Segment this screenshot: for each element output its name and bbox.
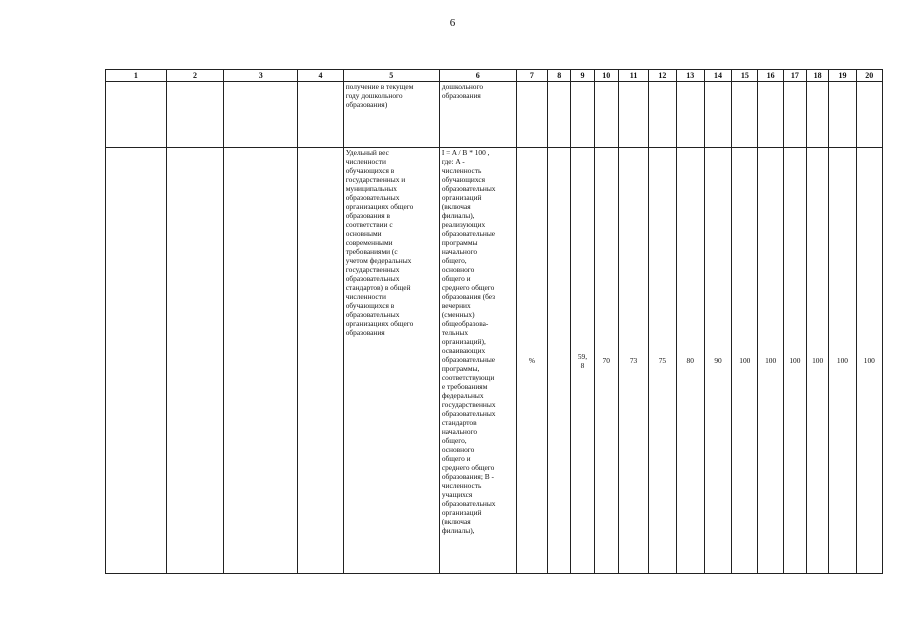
header-row bbox=[106, 70, 883, 82]
table-cell bbox=[571, 148, 594, 574]
table-cell bbox=[807, 82, 829, 148]
cell-text: 100 bbox=[789, 356, 801, 365]
cell-text: 100 bbox=[739, 356, 751, 365]
column-header: 17 bbox=[783, 70, 806, 82]
table-cell bbox=[166, 82, 224, 148]
cell-text: 80 bbox=[686, 356, 694, 365]
column-header: 6 bbox=[439, 70, 516, 82]
column-header: 14 bbox=[704, 70, 731, 82]
table-cell bbox=[594, 82, 618, 148]
column-header: 1 bbox=[106, 70, 167, 82]
column-header: 18 bbox=[807, 70, 829, 82]
table-cell bbox=[516, 82, 547, 148]
table-cell bbox=[166, 148, 224, 574]
table-cell bbox=[298, 82, 344, 148]
table-cell bbox=[439, 82, 516, 148]
table-cell bbox=[807, 148, 829, 574]
column-header: 10 bbox=[594, 70, 618, 82]
cell-text: 73 bbox=[629, 356, 638, 365]
table-cell bbox=[732, 148, 758, 574]
cell-text: 75 bbox=[658, 356, 667, 365]
cell-text: 100 bbox=[863, 356, 875, 365]
cell-text: 90 bbox=[714, 356, 722, 365]
table-cell bbox=[343, 148, 439, 574]
table-cell bbox=[758, 82, 783, 148]
table-cell bbox=[548, 148, 571, 574]
column-header: 8 bbox=[548, 70, 571, 82]
column-header: 3 bbox=[224, 70, 298, 82]
table-cell bbox=[548, 82, 571, 148]
table-cell bbox=[224, 82, 298, 148]
column-header: 13 bbox=[676, 70, 704, 82]
table-cell bbox=[224, 148, 298, 574]
column-header: 12 bbox=[649, 70, 676, 82]
table-cell bbox=[783, 148, 806, 574]
column-header: 19 bbox=[829, 70, 856, 82]
table-cell bbox=[732, 82, 758, 148]
column-header: 16 bbox=[758, 70, 783, 82]
table-cell bbox=[856, 82, 882, 148]
cell-text: 100 bbox=[765, 356, 777, 365]
cell-text: 100 bbox=[836, 356, 848, 365]
cell-text: 70 bbox=[602, 356, 610, 365]
cell-text: Удельный вес численности обучающихся в государственных и муниципальных образовательных организациях общего образования в соответствии с основными современными требованиями (с учетом федеральных государственных образовательных стандартов) в общей численности обучающихся в образовательных организациях общего образования bbox=[345, 148, 414, 337]
table-cell bbox=[106, 82, 167, 148]
cell-text: 100 bbox=[812, 356, 824, 365]
table-cell bbox=[704, 82, 731, 148]
column-header: 5 bbox=[343, 70, 439, 82]
column-header: 7 bbox=[516, 70, 547, 82]
table-cell bbox=[618, 148, 648, 574]
table-row bbox=[106, 148, 883, 574]
page-number: 6 bbox=[449, 17, 456, 29]
table-cell bbox=[618, 82, 648, 148]
table-cell bbox=[704, 148, 731, 574]
column-header: 4 bbox=[298, 70, 344, 82]
table-cell bbox=[758, 148, 783, 574]
table-cell bbox=[439, 148, 516, 574]
table-cell bbox=[676, 148, 704, 574]
cell-text: % bbox=[528, 356, 535, 365]
column-header: 2 bbox=[166, 70, 224, 82]
table-cell bbox=[106, 148, 167, 574]
cell-text: 59, 8 bbox=[577, 351, 588, 370]
cell-text: дошкольного образования bbox=[441, 82, 484, 100]
column-header: 11 bbox=[618, 70, 648, 82]
cell-text: получение в текущем году дошкольного образования) bbox=[345, 82, 414, 109]
column-header: 9 bbox=[571, 70, 594, 82]
table-cell bbox=[783, 82, 806, 148]
table-cell bbox=[829, 148, 856, 574]
cell-text: I = A / B * 100 , где: A - численность обучающихся образовательных организаций (включая филиалы), реализующих образовательные программы начального общего, основного общего и среднего общего образования (без вечерних (сменных) общеобразова- тельных организаций), осваивающих образовательные программы, соответствующи е требованиям федеральных государственных образовательных стандартов начального общего, основного общего и среднего общего образования; B - численность учащихся образовательных организаций (включая филиалы), bbox=[441, 148, 496, 535]
table-cell bbox=[594, 148, 618, 574]
table-cell bbox=[649, 148, 676, 574]
table-cell bbox=[676, 82, 704, 148]
column-header: 20 bbox=[856, 70, 882, 82]
table-cell bbox=[649, 82, 676, 148]
table-cell bbox=[856, 148, 882, 574]
column-header: 15 bbox=[732, 70, 758, 82]
table-row bbox=[106, 82, 883, 148]
table-cell bbox=[298, 148, 344, 574]
data-table bbox=[105, 69, 883, 574]
table-cell bbox=[571, 82, 594, 148]
table-cell bbox=[516, 148, 547, 574]
table-cell bbox=[829, 82, 856, 148]
table-cell bbox=[343, 82, 439, 148]
